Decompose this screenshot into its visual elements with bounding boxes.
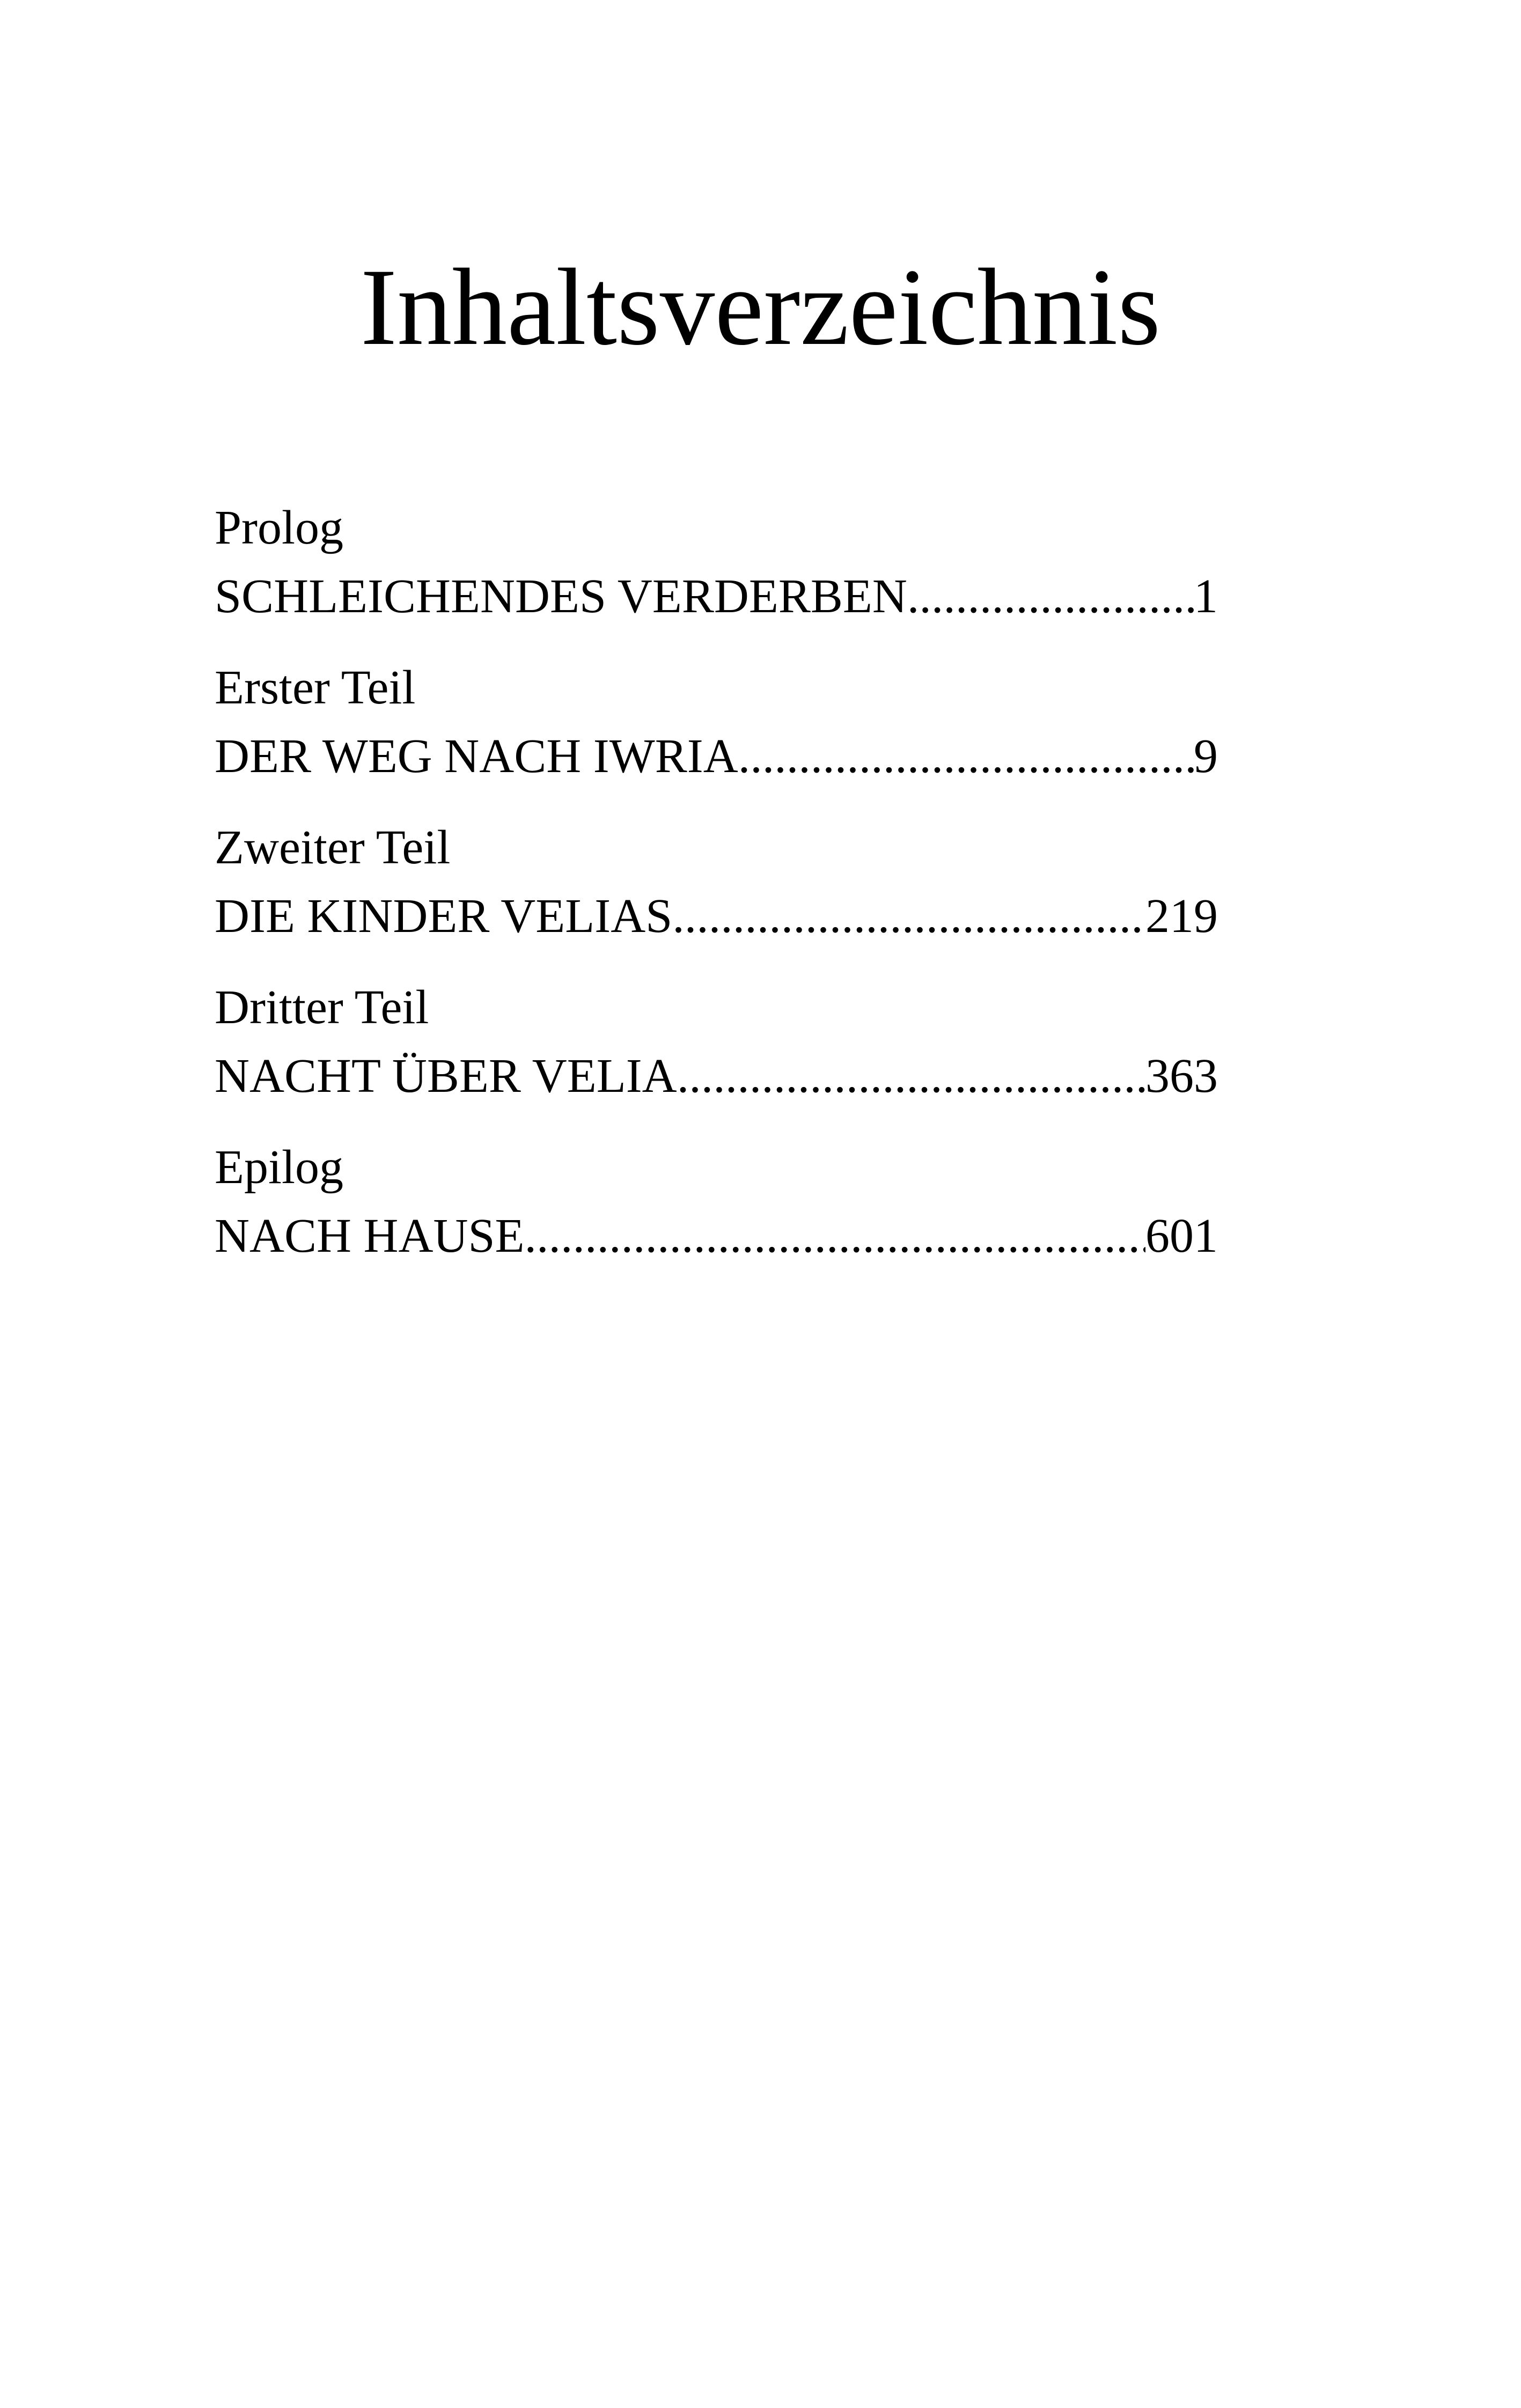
toc-part-label: Dritter Teil — [215, 981, 429, 1034]
toc-dot-leader — [677, 1042, 1145, 1111]
table-of-contents — [215, 494, 1218, 1293]
toc-chapter-title: NACH HAUSE — [215, 1209, 525, 1262]
toc-page-number: 219 — [1145, 890, 1218, 943]
toc-chapter-title: SCHLEICHENDES VERDERBEN — [215, 570, 907, 623]
toc-chapter-line[interactable] — [215, 882, 1218, 951]
toc-chapter-line[interactable] — [215, 722, 1218, 791]
toc-page-number: 9 — [1194, 730, 1218, 783]
toc-dot-leader — [525, 1202, 1145, 1271]
toc-page-number: 363 — [1145, 1049, 1218, 1103]
toc-part-label: Zweiter Teil — [215, 821, 451, 874]
toc-part-label: Epilog — [215, 1141, 343, 1194]
toc-entry-part-1 — [215, 654, 1218, 791]
toc-entry-part-2 — [215, 813, 1218, 951]
toc-dot-leader — [738, 722, 1194, 791]
toc-dot-leader — [907, 562, 1194, 631]
toc-part-label: Erster Teil — [215, 661, 416, 714]
toc-chapter-title: DIE KINDER VELIAS — [215, 890, 673, 943]
toc-chapter-line[interactable] — [215, 1042, 1218, 1111]
toc-part-label: Prolog — [215, 501, 344, 554]
toc-entry-prolog — [215, 494, 1218, 631]
toc-entry-epilog — [215, 1133, 1218, 1271]
toc-chapter-line[interactable] — [215, 562, 1218, 631]
toc-chapter-title: DER WEG NACH IWRIA — [215, 730, 738, 783]
toc-page-number: 601 — [1145, 1209, 1218, 1262]
toc-chapter-title: NACHT ÜBER VELIA — [215, 1049, 677, 1103]
toc-page-number: 1 — [1194, 570, 1218, 623]
page-title: Inhaltsverzeichnis — [360, 246, 1161, 368]
toc-chapter-line[interactable] — [215, 1202, 1218, 1271]
toc-entry-part-3 — [215, 973, 1218, 1111]
toc-dot-leader — [672, 882, 1145, 951]
